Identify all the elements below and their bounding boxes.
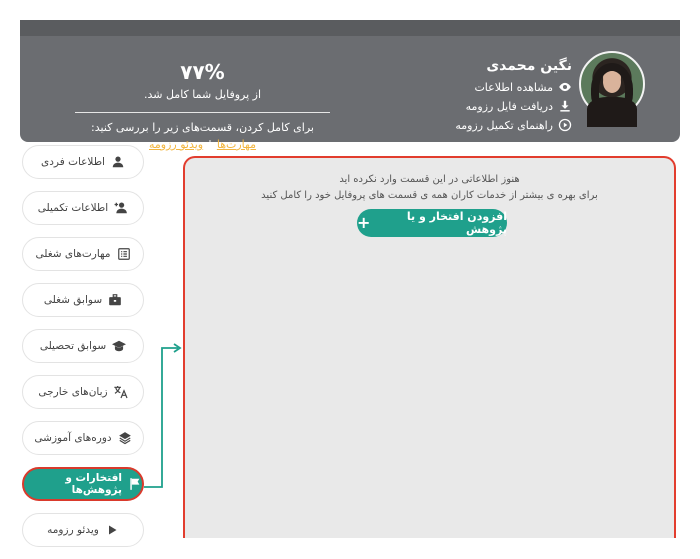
profile-progress <box>75 60 330 151</box>
view-info-link[interactable] <box>455 80 572 94</box>
sidebar-item-label: دوره‌های آموزشی <box>34 432 112 444</box>
sidebar-item-video-resume[interactable] <box>22 513 144 547</box>
sidebar-item-job-skills[interactable] <box>22 237 144 271</box>
add-button-label: افزودن افتخار و یا پژوهش <box>406 210 507 236</box>
sidebar-item-label: اطلاعات فردی <box>41 156 105 168</box>
sidebar-item-label: سوابق شغلی <box>43 294 103 306</box>
download-resume-link[interactable] <box>455 99 572 113</box>
layers-icon <box>118 431 132 445</box>
avatar-face <box>603 71 621 93</box>
resume-guide-label: راهنمای تکمیل رزومه <box>455 118 553 132</box>
sidebar-item-label: افتخارات و پژوهش‌ها <box>65 472 122 496</box>
resume-guide-link[interactable] <box>455 118 572 132</box>
sidebar <box>22 145 144 559</box>
progress-divider <box>75 112 330 113</box>
empty-state-description: برای بهره ی بیشتر از خدمات کاران همه ی قسمت های پروفایل خود را کامل کنید <box>261 190 598 201</box>
empty-state-title: هنوز اطلاعاتی در این قسمت وارد نکرده اید <box>339 174 520 185</box>
sidebar-item-honors-research[interactable] <box>22 467 144 501</box>
eye-icon <box>558 80 572 94</box>
honors-research-panel <box>183 156 676 538</box>
play-icon <box>105 523 119 537</box>
download-icon <box>558 99 572 113</box>
header-top-strip <box>20 20 680 36</box>
flag-icon <box>128 477 142 491</box>
person-add-icon <box>114 201 128 215</box>
sidebar-item-additional-info[interactable] <box>22 191 144 225</box>
sidebar-item-label: مهارت‌های شغلی <box>35 248 111 260</box>
list-icon <box>117 247 131 261</box>
avatar[interactable] <box>579 51 645 117</box>
sidebar-item-label: زبان‌های خارجی <box>38 386 108 398</box>
add-honor-research-button[interactable] <box>357 209 507 237</box>
progress-text: از پروفایل شما کامل شد. <box>143 88 262 101</box>
profile-header <box>20 20 680 151</box>
play-circle-icon <box>558 118 572 132</box>
briefcase-icon <box>108 293 122 307</box>
view-info-label: مشاهده اطلاعات <box>474 80 553 94</box>
sidebar-item-label: اطلاعات تکمیلی <box>37 202 109 214</box>
video-resume-link[interactable]: ویدئو رزومه <box>149 138 204 151</box>
graduation-cap-icon <box>112 339 126 353</box>
sidebar-item-foreign-languages[interactable] <box>22 375 144 409</box>
person-icon <box>111 155 125 169</box>
avatar-coat <box>587 97 637 127</box>
sidebar-item-label: سوابق تحصیلی <box>39 340 107 352</box>
sidebar-item-label: ویدئو رزومه <box>47 524 99 536</box>
translate-icon <box>114 385 128 399</box>
links-separator: | <box>208 138 212 151</box>
sidebar-item-training-courses[interactable] <box>22 421 144 455</box>
check-text: برای کامل کردن، قسمت‌های زیر را بررسی کنید: <box>91 121 314 134</box>
user-name: نگین محمدی <box>486 58 572 74</box>
progress-percent: ۷۷% <box>180 60 225 84</box>
skills-link[interactable]: مهارت‌ها <box>216 138 256 151</box>
sidebar-item-work-experience[interactable] <box>22 283 144 317</box>
user-info <box>455 58 572 137</box>
sidebar-item-education[interactable] <box>22 329 144 363</box>
download-resume-label: دریافت فایل رزومه <box>465 99 553 113</box>
plus-icon: + <box>357 213 371 232</box>
sidebar-item-personal-info[interactable] <box>22 145 144 179</box>
